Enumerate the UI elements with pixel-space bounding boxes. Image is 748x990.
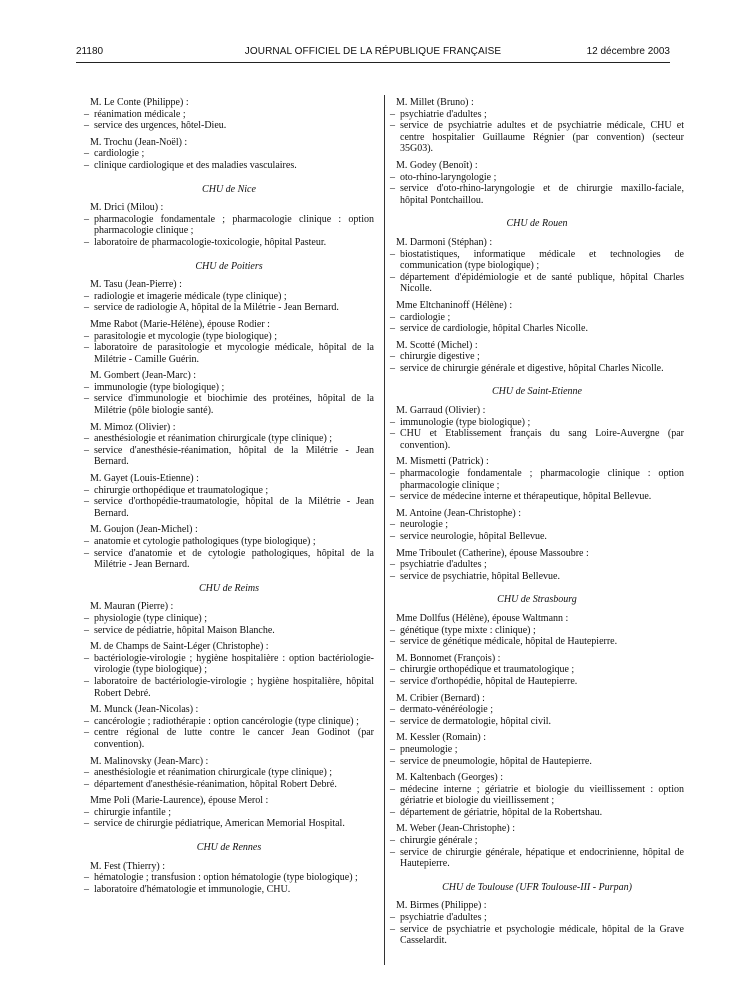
list-dash: –	[84, 872, 89, 884]
list-item	[84, 548, 374, 571]
list-dash: –	[390, 783, 395, 795]
list-item	[84, 302, 374, 314]
list-item	[390, 351, 684, 363]
list-item	[390, 756, 684, 768]
list-dash: –	[390, 531, 395, 542]
list-dash: –	[84, 806, 89, 818]
list-item-text: bactériologie-virologie ; hygiène hospitalière : option bactériologie-virologie (type biologique) ;	[94, 652, 374, 676]
list-item	[84, 807, 374, 819]
journal-title: JOURNAL OFFICIEL DE LA RÉPUBLIQUE FRANÇAISE	[244, 46, 502, 57]
appointee-name: M. Trochu (Jean-Noël) :	[90, 136, 188, 148]
list-item-text: service de cardiologie, hôpital Charles Nicolle.	[400, 323, 588, 335]
list-item-text: neurologie ;	[400, 519, 449, 531]
list-item	[84, 496, 374, 519]
column-divider	[384, 95, 385, 965]
list-item-text: génétique (type mixte : clinique) ;	[400, 624, 536, 636]
list-dash: –	[84, 120, 89, 132]
section-heading: CHU de Toulouse (UFR Toulouse-III - Purpan)	[442, 881, 632, 893]
section-heading: CHU de Rennes	[196, 842, 262, 854]
list-item	[390, 559, 684, 571]
list-dash: –	[390, 923, 395, 935]
list-item	[390, 704, 684, 716]
list-item-text: cardiologie ;	[400, 311, 451, 323]
list-item-text: service de psychiatrie et psychologie médicale, hôpital de la Grave Casselardit.	[400, 923, 684, 947]
list-item-text: clinique cardiologique et des maladies vasculaires.	[94, 159, 297, 171]
list-dash: –	[84, 767, 89, 779]
list-dash: –	[390, 835, 395, 847]
list-dash: –	[390, 248, 395, 260]
list-item	[84, 331, 374, 343]
appointee-name: Mme Triboulet (Catherine), épouse Massoubre :	[396, 547, 589, 559]
appointee-name: M. Birmes (Philippe) :	[396, 900, 487, 912]
list-dash: –	[84, 547, 89, 559]
list-dash: –	[390, 183, 395, 195]
list-dash: –	[84, 496, 89, 508]
list-item	[84, 676, 374, 699]
list-dash: –	[84, 715, 89, 727]
appointee-name: M. Malinovsky (Jean-Marc) :	[90, 755, 209, 767]
page-number: 21180	[76, 46, 104, 57]
list-item-text: immunologie (type biologique) ;	[400, 416, 531, 428]
list-item-text: psychiatrie d'adultes ;	[400, 559, 487, 571]
list-dash: –	[390, 323, 395, 335]
list-dash: –	[390, 108, 395, 120]
list-item	[390, 571, 684, 583]
list-item-text: département d'anesthésie-réanimation, hôpital Robert Debré.	[94, 778, 337, 790]
list-item-text: service de pneumologie, hôpital de Hautepierre.	[400, 755, 592, 767]
list-item	[390, 835, 684, 847]
list-item-text: cancérologie ; radiothérapie : option cancérologie (type clinique) ;	[94, 715, 359, 727]
list-dash: –	[84, 108, 89, 120]
list-item	[390, 784, 684, 807]
list-item	[390, 924, 684, 947]
list-item-text: laboratoire de pharmacologie-toxicologie, hôpital Pasteur.	[94, 236, 327, 248]
list-item-text: pharmacologie fondamentale ; pharmacologie clinique : option pharmacologie clinique ;	[400, 468, 684, 491]
list-item	[390, 428, 684, 451]
list-item-text: dermato-vénéréologie ;	[400, 704, 494, 716]
list-item	[84, 727, 374, 750]
list-item	[390, 519, 684, 531]
list-dash: –	[84, 290, 89, 302]
appointee-name: M. Gayet (Louis-Etienne) :	[90, 473, 199, 485]
list-item	[390, 744, 684, 756]
list-item	[390, 676, 684, 688]
list-dash: –	[390, 271, 395, 283]
list-item	[84, 382, 374, 394]
list-item-text: service de génétique médicale, hôpital de Hautepierre.	[400, 636, 618, 648]
list-item	[390, 417, 684, 429]
list-item	[390, 272, 684, 295]
list-item	[390, 312, 684, 324]
list-item	[84, 148, 374, 160]
appointee-name: Mme Rabot (Marie-Hélène), épouse Rodier :	[90, 318, 270, 330]
list-dash: –	[84, 236, 89, 248]
appointee-name: M. Fest (Thierry) :	[90, 860, 165, 872]
list-item	[84, 214, 374, 237]
list-item-text: immunologie (type biologique) ;	[94, 381, 225, 393]
list-item	[84, 716, 374, 728]
appointee-name: M. Millet (Bruno) :	[396, 97, 474, 108]
list-dash: –	[390, 755, 395, 767]
list-dash: –	[390, 559, 395, 571]
appointee-name: M. Kessler (Romain) :	[396, 732, 486, 744]
list-item-text: service de pédiatrie, hôpital Maison Blanche.	[94, 624, 275, 636]
list-dash: –	[390, 675, 395, 687]
appointee-name: M. de Champs de Saint-Léger (Christophe) :	[90, 641, 269, 653]
list-item-text: chirurgie orthopédique et traumatologique ;	[94, 484, 269, 496]
appointee-name: M. Antoine (Jean-Christophe) :	[396, 507, 521, 519]
appointee-name: M. Mismetti (Patrick) :	[396, 456, 489, 468]
list-dash: –	[390, 311, 395, 323]
list-item	[390, 183, 684, 206]
list-dash: –	[84, 652, 89, 664]
appointee-name: M. Drici (Milou) :	[90, 202, 164, 214]
list-item-text: service de dermatologie, hôpital civil.	[400, 715, 552, 727]
list-item	[84, 291, 374, 303]
list-dash: –	[84, 393, 89, 405]
list-item	[84, 767, 374, 779]
list-item	[84, 884, 374, 896]
list-item-text: chirurgie orthopédique et traumatologique ;	[400, 664, 575, 676]
list-dash: –	[390, 715, 395, 727]
list-item	[390, 847, 684, 870]
list-item	[390, 363, 684, 375]
list-dash: –	[84, 444, 89, 456]
list-item-text: anesthésiologie et réanimation chirurgicale (type clinique) ;	[94, 433, 333, 445]
list-dash: –	[390, 846, 395, 858]
list-item-text: département de gériatrie, hôpital de la Robertshau.	[400, 806, 603, 818]
list-item-text: service de chirurgie pédiatrique, American Memorial Hospital.	[94, 818, 345, 830]
appointee-name: M. Weber (Jean-Christophe) :	[396, 823, 515, 835]
list-dash: –	[84, 148, 89, 160]
appointee-name: M. Cribier (Bernard) :	[396, 692, 485, 704]
list-dash: –	[390, 743, 395, 755]
list-item-text: CHU et Etablissement français du sang Loire-Auvergne (par convention).	[400, 428, 684, 451]
list-item-text: service d'oto-rhino-laryngologie et de chirurgie maxillo-faciale, hôpital Pontchaillou.	[400, 183, 684, 206]
appointee-name: M. Mauran (Pierre) :	[90, 601, 174, 613]
appointee-name: Mme Dollfus (Hélène), épouse Waltmann :	[396, 612, 569, 624]
appointee-name: Mme Eltchaninoff (Hélène) :	[396, 299, 513, 311]
appointee-name: Mme Poli (Marie-Laurence), épouse Merol :	[90, 795, 269, 807]
list-item-text: pneumologie ;	[400, 743, 458, 755]
list-item	[84, 237, 374, 249]
list-item-text: radiologie et imagerie médicale (type clinique) ;	[94, 290, 287, 302]
appointee-name: M. Mimoz (Olivier) :	[90, 421, 176, 433]
list-item-text: laboratoire d'hématologie et immunologie, CHU.	[94, 883, 291, 895]
appointee-name: M. Kaltenbach (Georges) :	[396, 772, 504, 784]
appointee-name: M. Tasu (Jean-Pierre) :	[90, 279, 182, 291]
list-item	[84, 109, 374, 121]
list-dash: –	[390, 362, 395, 374]
list-item-text: service de radiologie A, hôpital de la Milétrie - Jean Bernard.	[94, 302, 339, 314]
list-dash: –	[84, 342, 89, 354]
publication-date: 12 décembre 2003	[586, 46, 670, 57]
list-item-text: médecine interne ; gériatrie et biologie du vieillissement : option gériatrie et biologie du vieillissement ;	[400, 783, 684, 807]
list-dash: –	[84, 330, 89, 342]
appointee-name: M. Le Conte (Philippe) :	[90, 97, 189, 108]
list-dash: –	[84, 302, 89, 314]
list-dash: –	[390, 570, 395, 582]
list-item	[84, 433, 374, 445]
list-dash: –	[84, 675, 89, 687]
section-heading: CHU de Saint-Etienne	[492, 386, 582, 398]
list-item	[84, 818, 374, 830]
list-item-text: biostatistiques, informatique médicale et technologies de communication (type biologique) ;	[400, 248, 684, 272]
list-item	[390, 807, 684, 819]
list-dash: –	[84, 536, 89, 547]
list-dash: –	[390, 120, 395, 132]
list-item	[390, 531, 684, 543]
list-item	[84, 536, 374, 548]
list-dash: –	[84, 778, 89, 790]
list-item	[390, 323, 684, 335]
appointee-name: M. Goujon (Jean-Michel) :	[90, 524, 198, 536]
list-dash: –	[390, 491, 395, 503]
appointee-name: M. Munck (Jean-Nicolas) :	[90, 704, 199, 716]
list-item-text: service d'immunologie et biochimie des protéines, hôpital de la Milétrie (pôle biologie santé).	[94, 393, 374, 417]
list-dash: –	[390, 624, 395, 636]
list-item	[84, 779, 374, 791]
section-heading: CHU de Poitiers	[195, 260, 263, 272]
list-item	[84, 120, 374, 132]
list-dash: –	[390, 351, 395, 363]
list-item-text: anesthésiologie et réanimation chirurgicale (type clinique) ;	[94, 767, 333, 779]
section-heading: CHU de Rouen	[506, 218, 568, 230]
list-item-text: service de médecine interne et thérapeutique, hôpital Bellevue.	[400, 491, 652, 503]
list-item	[84, 160, 374, 172]
list-dash: –	[390, 416, 395, 428]
list-dash: –	[84, 818, 89, 830]
list-item-text: service de chirurgie générale et digestive, hôpital Charles Nicolle.	[400, 362, 664, 374]
list-dash: –	[390, 171, 395, 183]
list-item-text: service d'orthopédie, hôpital de Hautepierre.	[400, 675, 578, 687]
list-dash: –	[84, 213, 89, 225]
right-column	[390, 97, 684, 947]
list-item-text: chirurgie générale ;	[400, 835, 478, 847]
list-item-text: anatomie et cytologie pathologiques (type biologique) ;	[94, 536, 316, 547]
list-dash: –	[390, 636, 395, 648]
section-heading: CHU de Strasbourg	[497, 594, 577, 606]
list-item	[390, 120, 684, 155]
page-header	[76, 46, 670, 62]
appointee-name: M. Godey (Benoît) :	[396, 159, 478, 171]
list-dash: –	[84, 883, 89, 895]
list-item	[84, 653, 374, 676]
list-item	[390, 249, 684, 272]
list-dash: –	[84, 624, 89, 636]
list-item-text: service neurologie, hôpital Bellevue.	[400, 531, 547, 542]
appointee-name: M. Gombert (Jean-Marc) :	[90, 370, 197, 382]
list-item-text: service d'anesthésie-réanimation, hôpital de la Milétrie - Jean Bernard.	[94, 444, 374, 468]
list-item-text: chirurgie infantile ;	[94, 806, 172, 818]
list-item-text: hématologie ; transfusion : option hématologie (type biologique) ;	[94, 872, 358, 884]
header-rule	[76, 62, 670, 63]
left-column	[84, 97, 374, 895]
list-item-text: psychiatrie d'adultes ;	[400, 912, 487, 924]
list-item-text: pharmacologie fondamentale ; pharmacologie clinique : option pharmacologie clinique ;	[94, 213, 374, 237]
list-item	[84, 342, 374, 365]
list-dash: –	[84, 159, 89, 171]
appointee-name: M. Bonnomet (François) :	[396, 652, 501, 664]
section-heading: CHU de Reims	[199, 582, 259, 594]
list-item	[390, 491, 684, 503]
list-item	[84, 393, 374, 416]
list-dash: –	[84, 433, 89, 445]
list-dash: –	[390, 704, 395, 716]
list-item-text: laboratoire de parasitologie et mycologie médicale, hôpital de la Milétrie - Camille Guérin.	[94, 342, 374, 365]
list-item-text: psychiatrie d'adultes ;	[400, 108, 487, 120]
section-heading: CHU de Nice	[202, 183, 256, 195]
list-item-text: service des urgences, hôtel-Dieu.	[94, 120, 227, 132]
list-item-text: laboratoire de bactériologie-virologie ; hygiène hospitalière, hôpital Robert Debré.	[94, 675, 374, 699]
list-dash: –	[390, 664, 395, 676]
list-item-text: service d'anatomie et de cytologie pathologiques, hôpital de la Milétrie - Jean Bernard.	[94, 547, 374, 571]
list-dash: –	[390, 468, 395, 480]
list-dash: –	[390, 428, 395, 440]
appointee-name: M. Darmoni (Stéphan) :	[396, 236, 493, 248]
list-item-text: centre régional de lutte contre le cancer Jean Godinot (par convention).	[94, 727, 374, 750]
list-item	[390, 912, 684, 924]
list-dash: –	[84, 484, 89, 496]
list-item	[84, 445, 374, 468]
list-item-text: réanimation médicale ;	[94, 108, 186, 120]
appointee-name: M. Garraud (Olivier) :	[396, 405, 486, 417]
list-item-text: département d'épidémiologie et de santé publique, hôpital Charles Nicolle.	[400, 271, 684, 295]
list-item	[390, 172, 684, 184]
list-item	[84, 872, 374, 884]
list-dash: –	[390, 519, 395, 531]
list-item	[390, 636, 684, 648]
list-item-text: chirurgie digestive ;	[400, 351, 480, 363]
list-item	[390, 716, 684, 728]
list-item	[390, 625, 684, 637]
list-item	[84, 613, 374, 625]
list-item-text: service d'orthopédie-traumatologie, hôpital de la Milétrie - Jean Bernard.	[94, 496, 374, 519]
list-item	[84, 625, 374, 637]
list-item-text: parasitologie et mycologie (type biologique) ;	[94, 330, 278, 342]
list-item-text: oto-rhino-laryngologie ;	[400, 171, 497, 183]
list-item	[84, 485, 374, 497]
list-item-text: cardiologie ;	[94, 148, 145, 160]
list-item-text: service de chirurgie générale, hépatique et endocrinienne, hôpital de Hautepierre.	[400, 846, 684, 870]
list-item	[390, 468, 684, 491]
list-item	[390, 664, 684, 676]
list-dash: –	[390, 912, 395, 924]
appointee-name: M. Scotté (Michel) :	[396, 339, 478, 351]
list-dash: –	[84, 727, 89, 739]
list-dash: –	[390, 806, 395, 818]
list-item	[390, 109, 684, 121]
list-dash: –	[84, 612, 89, 624]
list-item-text: service de psychiatrie, hôpital Bellevue.	[400, 570, 560, 582]
list-item-text: service de psychiatrie adultes et de psychiatrie médicale, CHU et centre hospitalier Guillaume Régnier (par convention) (secteur 35G03).	[400, 120, 684, 155]
list-item-text: physiologie (type clinique) ;	[94, 612, 208, 624]
list-dash: –	[84, 381, 89, 393]
